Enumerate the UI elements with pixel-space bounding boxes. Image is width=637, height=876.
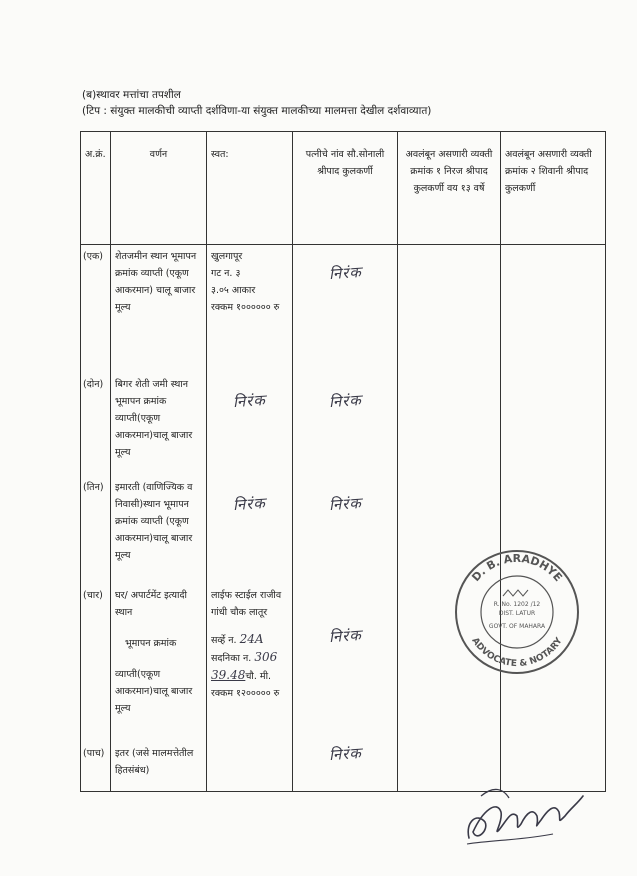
row-description: बिगर शेती जमी स्थान भूमापन क्रमांक व्याप्ती(एकूण आकरमान)चालू बाजार मूल्य (111, 373, 207, 476)
row-spouse-value (293, 476, 398, 584)
row-spouse-value (293, 584, 398, 742)
table-row (81, 245, 606, 373)
notary-stamp (453, 548, 581, 676)
row-self-value (207, 373, 293, 476)
col-header-spouse: पत्नीचे नांव सौ.सोनाली श्रीपाद कुलकर्णी (293, 132, 398, 245)
stamp-reg: R. No. 1202 /12 (493, 601, 541, 608)
row-dependent-1-value (398, 245, 501, 373)
handwritten-nil: निरंक (327, 493, 362, 514)
handwritten-nil: निरंक (327, 262, 362, 284)
stamp-state: GOVT. OF MAHARA (488, 623, 546, 630)
row-number: (तिन) (81, 476, 111, 584)
row-self-value (207, 245, 293, 373)
handwritten-nil: निरंक (232, 493, 267, 514)
row-dependent-1-value (398, 373, 501, 476)
desc-part: व्याप्ती(एकूण आकरमान)चालू बाजार मूल्य (115, 668, 193, 714)
row-number: (पाच) (81, 742, 111, 792)
assets-table (80, 131, 606, 792)
row-description (111, 584, 207, 742)
row-number: (चार) (81, 584, 111, 742)
stamp-title: ADVOCATE & NOTARY (469, 636, 565, 670)
stamp-name: D. B. ARADHYE (469, 551, 565, 585)
row-dependent-2-value (501, 373, 606, 476)
table-header-row (81, 132, 606, 245)
area: 39.48चौ. मी. (211, 667, 272, 682)
row-spouse-value (293, 373, 398, 476)
handwritten-nil: निरंक (232, 390, 267, 411)
col-header-self: स्वत: (207, 132, 293, 245)
self-location: लाईफ स्टाईल राजीव गांधी चौक लातूर (211, 589, 282, 618)
handwritten-nil: निरंक (327, 743, 362, 764)
self-line: खुलगापूर (211, 251, 243, 262)
section-note: (टिप : संयुक्त मालकीची व्याप्ती दर्शविणा-या संयुक्त मालकीच्या मालमत्ता देखील दर्शवाव्यात) (82, 105, 432, 117)
row-self-value (207, 584, 293, 742)
self-line: गट न. ३ (211, 268, 241, 279)
svg-text:D. B. ARADHYE (469, 552, 564, 584)
row-self-value (207, 476, 293, 584)
stamp-dist: DIST. LATUR (498, 610, 536, 617)
col-header-dependent-2: अवलंबून असणारी व्यक्ती क्रमांक २ शिवानी श्रीपाद कुलकर्णी (501, 132, 606, 245)
row-spouse-value (293, 742, 398, 792)
row-number: (एक) (81, 245, 111, 373)
col-header-dependent-1: अवलंबून असणारी व्यक्ती क्रमांक १ निरज श्रीपाद कुलकर्णी वय १३ वर्षे (398, 132, 501, 245)
flat-number: सदनिका न. 306 (211, 649, 278, 664)
amount: रक्कम १२००००० रु (211, 687, 280, 699)
row-dependent-2-value (501, 245, 606, 373)
desc-part: घर/ अपार्टमेंट इत्यादी स्थान (115, 589, 188, 618)
self-line: ३.०५ आकार (211, 285, 256, 296)
col-header-description: वर्णन (111, 132, 207, 245)
signature (463, 782, 588, 850)
table-row (81, 373, 606, 476)
survey-number: सर्व्हे न. 24A (211, 631, 264, 646)
self-line: रक्कम १०००००० रु (211, 302, 280, 313)
section-title: (ब)स्थावर मत्तांचा तपशील (82, 89, 181, 101)
row-description: इतर (जसे मालमत्तेतील हितसंबंध) (111, 742, 207, 792)
handwritten-nil: निरंक (327, 390, 362, 411)
handwritten-nil: निरंक (327, 625, 362, 646)
row-self-value (207, 742, 293, 792)
col-header-sr: अ.क्रं. (81, 132, 111, 245)
row-spouse-value (293, 245, 398, 373)
row-number: (दोन) (81, 373, 111, 476)
desc-part: भूमापन क्रमांक (125, 637, 177, 649)
row-description: शेतजमीन स्थान भूमापन क्रमांक व्याप्ती (एकूण आकरमान) चालू बाजार मूल्य (111, 245, 207, 373)
row-description: इमारती (वाणिज्यिक व निवासी)स्थान भूमापन क्रमांक व्याप्ती (एकूण आकरमान)चालू बाजार मूल्य (111, 476, 207, 584)
